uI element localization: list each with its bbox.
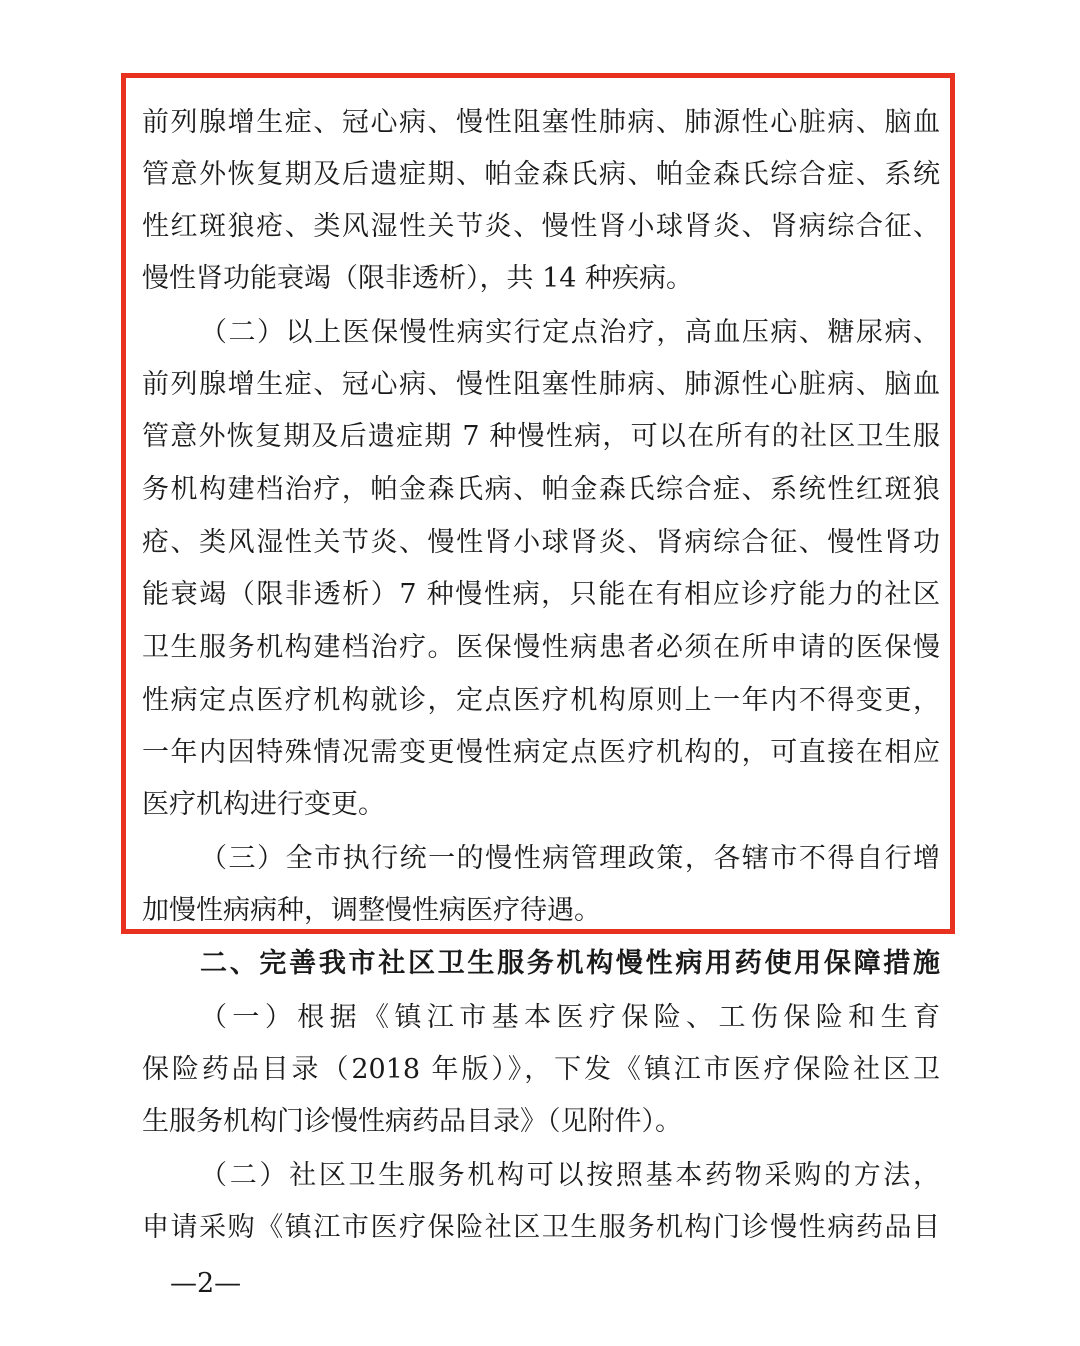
text-line: 慢性肾功能衰竭（限非透析），共 14 种疾病。 (142, 263, 694, 294)
text-line: 管意外恢复期及后遗症期、帕金森氏病、帕金森氏综合症、系统 (142, 159, 940, 190)
text-line: 加慢性病病种，调整慢性病医疗待遇。 (142, 895, 601, 926)
text-line: 性红斑狼疮、类风湿性关节炎、慢性肾小球肾炎、肾病综合征、 (142, 211, 940, 242)
text-line: （二）社区卫生服务机构可以按照基本药物采购的方法， (200, 1160, 940, 1191)
text-line: 管意外恢复期及后遗症期 7 种慢性病，可以在所有的社区卫生服 (142, 421, 940, 452)
section-heading: 二、完善我市社区卫生服务机构慢性病用药使用保障措施 (200, 948, 940, 979)
text-line: 疮、类风湿性关节炎、慢性肾小球肾炎、肾病综合征、慢性肾功 (142, 527, 940, 558)
text-line: （二）以上医保慢性病实行定点治疗，高血压病、糖尿病、 (200, 317, 940, 348)
text-line: （一）根据《镇江市基本医疗保险、工伤保险和生育 (200, 1002, 940, 1033)
text-line: 前列腺增生症、冠心病、慢性阻塞性肺病、肺源性心脏病、脑血 (142, 107, 940, 138)
page-number: —2— (170, 1268, 242, 1299)
text-line: 保险药品目录（2018 年版）》，下发《镇江市医疗保险社区卫 (142, 1054, 940, 1085)
text-line: 能衰竭（限非透析）7 种慢性病，只能在有相应诊疗能力的社区 (142, 579, 940, 610)
text-line: （三）全市执行统一的慢性病管理政策，各辖市不得自行增 (200, 843, 940, 874)
text-line: 申请采购《镇江市医疗保险社区卫生服务机构门诊慢性病药品目 (142, 1212, 940, 1243)
text-line: 一年内因特殊情况需变更慢性病定点医疗机构的，可直接在相应 (142, 737, 940, 768)
text-line: 医疗机构进行变更。 (142, 789, 385, 820)
text-line: 卫生服务机构建档治疗。医保慢性病患者必须在所申请的医保慢 (142, 632, 940, 663)
text-line: 性病定点医疗机构就诊，定点医疗机构原则上一年内不得变更， (142, 685, 940, 716)
text-line: 务机构建档治疗，帕金森氏病、帕金森氏综合症、系统性红斑狼 (142, 474, 940, 505)
text-line: 生服务机构门诊慢性病药品目录》（见附件）。 (142, 1106, 682, 1137)
text-line: 前列腺增生症、冠心病、慢性阻塞性肺病、肺源性心脏病、脑血 (142, 369, 940, 400)
